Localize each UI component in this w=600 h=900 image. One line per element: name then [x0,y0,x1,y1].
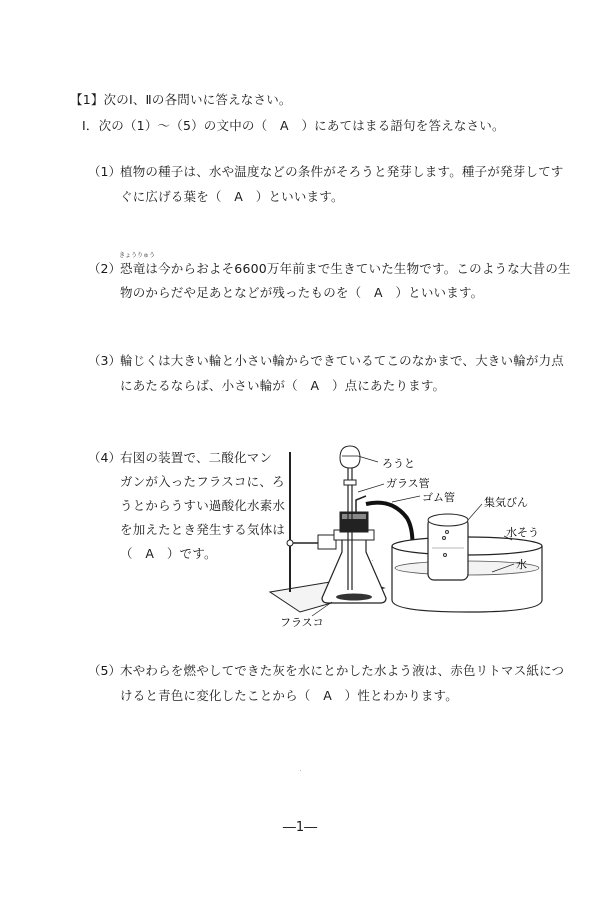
glass-tube [356,496,366,514]
question-2-number: （2） [88,261,121,276]
question-1-number: （1） [88,164,121,179]
question-1-line-1: 植物の種子は、水や温度などの条件がそろうと発芽します。種子が発芽してす [120,164,564,179]
clamp-knob [287,540,293,546]
label-glass-tube: ガラス管 [386,477,430,490]
leader-funnel [358,456,378,462]
page-number: ―1― [282,820,318,835]
label-gas-jar: 集気びん [484,496,528,509]
scan-speck [372,560,373,561]
funnel-bulb [340,446,360,468]
main-prompt: 【1】次のⅠ、Ⅱの各問いに答えなさい。 [70,92,292,107]
gas-jar-top [428,514,468,526]
question-3-number: （3） [88,353,121,368]
leader-gas-jar [468,504,482,520]
stopper-highlight [342,514,366,519]
leader-glass-tube [358,484,384,492]
question-4-line-2: ガンが入ったフラスコに、ろ [120,474,285,489]
question-5-line-2: けると青色に変化したことから（ A ）性とわかります。 [120,688,458,703]
sub-prompt: Ⅰ．次の（1）～（5）の文中の（ A ）にあてはまる語句を答えなさい。 [82,118,505,133]
label-funnel: ろうと [382,457,415,470]
gas-collecting-jar [428,518,468,580]
funnel-cock [344,480,356,485]
question-4-line-3: うとからうすい過酸化水素水 [120,498,286,513]
question-4-line-1: 右図の装置で、二酸化マン [120,450,273,465]
question-3-line-1: 輪じくは大きい輪と小さい輪からできているてこのなかまで、大きい輪が力点 [120,353,565,368]
label-water-tank: 水そう [506,526,539,539]
clamp-holder [318,535,336,549]
scan-speck [300,770,301,771]
oxygen-generation-apparatus-figure [262,440,562,640]
question-4-number: （4） [88,450,121,465]
label-flask: フラスコ [280,616,324,629]
question-5-number: （5） [88,663,121,678]
question-2-line-2: 物のからだや足あとなどが残ったものを（ A ）といいます。 [120,285,484,300]
leader-rubber-tube [392,496,420,502]
label-rubber-tube: ゴム管 [422,491,455,504]
question-4-line-4: を加えたとき発生する気体は [120,522,286,537]
question-4-line-5: （ A ）です。 [120,546,217,561]
label-water: 水 [516,558,527,571]
question-1-line-2: ぐに広げる葉を（ A ）といいます。 [120,189,344,204]
question-3-line-2: にあたるならば、小さい輪が（ A ）点にあたります。 [120,378,446,393]
manganese-dioxide [336,594,372,601]
question-5-line-1: 木やわらを燃やしてできた灰を水にとかした水よう液は、赤色リトマス紙につ [120,663,565,678]
question-2-ruby: きょうりゅう [119,252,156,259]
question-2-line-1: 恐竜は今からおよそ6600万年前まで生きていた生物です。このような大昔の生 [120,261,571,276]
